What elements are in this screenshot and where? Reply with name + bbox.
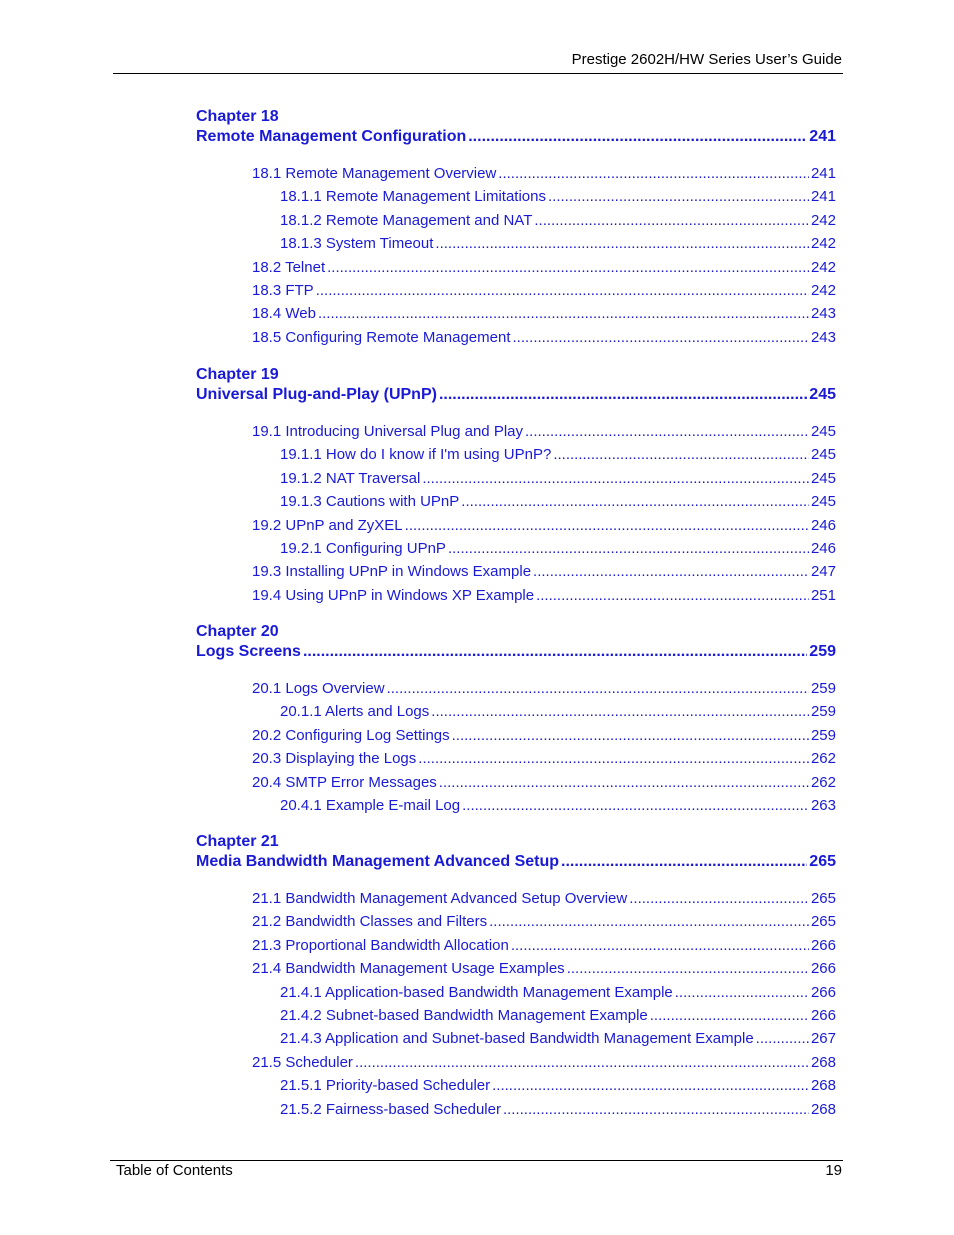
- dot-leader: [327, 259, 809, 276]
- footer-section: Table of Contents: [116, 1162, 233, 1179]
- entry-title: 21.5.2 Fairness-based Scheduler: [280, 1101, 501, 1118]
- entry-title: 18.3 FTP: [252, 282, 314, 299]
- entry-title: 18.1 Remote Management Overview: [252, 165, 497, 182]
- entry-page: 266: [810, 937, 836, 954]
- toc-section-link[interactable]: [252, 913, 836, 930]
- entry-page: 262: [810, 750, 836, 767]
- entry-title: 19.1.2 NAT Traversal: [280, 470, 421, 487]
- dot-leader: [303, 643, 807, 661]
- chapter-page: 245: [809, 386, 836, 403]
- dot-leader: [418, 750, 809, 767]
- entry-title: 21.5 Scheduler: [252, 1054, 353, 1071]
- dot-leader: [756, 1030, 809, 1047]
- dot-leader: [316, 282, 809, 299]
- entry-page: 242: [810, 235, 836, 252]
- entry-page: 268: [810, 1054, 836, 1071]
- dot-leader: [492, 1077, 809, 1094]
- toc-section-link[interactable]: [252, 282, 836, 299]
- dot-leader: [355, 1054, 809, 1071]
- entry-page: 266: [810, 960, 836, 977]
- chapter-title: Remote Management Configuration: [196, 128, 467, 145]
- entry-page: 241: [810, 165, 836, 182]
- chapter-title-link[interactable]: [196, 853, 836, 871]
- entry-page: 243: [810, 305, 836, 322]
- dot-leader: [461, 493, 809, 510]
- entry-title: 19.1 Introducing Universal Plug and Play: [252, 423, 523, 440]
- header-rule: [113, 73, 843, 74]
- entry-page: 266: [810, 1007, 836, 1024]
- running-header: Prestige 2602H/HW Series User’s Guide: [571, 51, 842, 68]
- entry-page: 259: [810, 703, 836, 720]
- entry-title: 18.1.3 System Timeout: [280, 235, 434, 252]
- toc-section-link[interactable]: [252, 563, 836, 580]
- chapter-number: Chapter 18: [196, 108, 279, 125]
- dot-leader: [387, 680, 809, 697]
- dot-leader: [553, 446, 809, 463]
- entry-page: 268: [810, 1101, 836, 1118]
- entry-page: 259: [810, 680, 836, 697]
- toc-section-link[interactable]: [252, 750, 836, 767]
- entry-page: 243: [810, 329, 836, 346]
- entry-title: 19.2.1 Configuring UPnP: [280, 540, 446, 557]
- dot-leader: [439, 386, 807, 404]
- toc-subsection-link[interactable]: [280, 1007, 836, 1024]
- chapter-title: Logs Screens: [196, 643, 301, 660]
- entry-title: 21.3 Proportional Bandwidth Allocation: [252, 937, 509, 954]
- toc-section-link[interactable]: [252, 680, 836, 697]
- toc-subsection-link[interactable]: [280, 1030, 836, 1047]
- dot-leader: [536, 587, 809, 604]
- entry-page: 263: [810, 797, 836, 814]
- toc-subsection-link[interactable]: [280, 188, 836, 205]
- dot-leader: [525, 423, 809, 440]
- dot-leader: [533, 563, 809, 580]
- toc-section-link[interactable]: [252, 259, 836, 276]
- entry-page: 251: [810, 587, 836, 604]
- chapter-page: 259: [809, 643, 836, 660]
- entry-page: 267: [810, 1030, 836, 1047]
- dot-leader: [462, 797, 809, 814]
- entry-title: 19.1.3 Cautions with UPnP: [280, 493, 460, 510]
- entry-title: 20.3 Displaying the Logs: [252, 750, 417, 767]
- toc-section-link[interactable]: [252, 890, 836, 907]
- entry-page: 259: [810, 727, 836, 744]
- dot-leader: [431, 703, 809, 720]
- toc-subsection-link[interactable]: [280, 235, 836, 252]
- dot-leader: [448, 540, 809, 557]
- toc-subsection-link[interactable]: [280, 540, 836, 557]
- dot-leader: [534, 212, 809, 229]
- entry-page: 242: [810, 282, 836, 299]
- entry-page: 268: [810, 1077, 836, 1094]
- chapter-number: Chapter 21: [196, 833, 279, 850]
- entry-title: 21.5.1 Priority-based Scheduler: [280, 1077, 491, 1094]
- dot-leader: [561, 853, 807, 871]
- entry-page: 246: [810, 517, 836, 534]
- dot-leader: [318, 305, 809, 322]
- entry-title: 21.4.3 Application and Subnet-based Bandwidth Management Example: [280, 1030, 754, 1047]
- entry-title: 20.1 Logs Overview: [252, 680, 385, 697]
- dot-leader: [452, 727, 809, 744]
- chapter-title-link[interactable]: [196, 643, 836, 661]
- dot-leader: [513, 329, 809, 346]
- entry-title: 19.1.1 How do I know if I'm using UPnP?: [280, 446, 552, 463]
- entry-title: 20.1.1 Alerts and Logs: [280, 703, 430, 720]
- entry-title: 21.4.2 Subnet-based Bandwidth Management Example: [280, 1007, 648, 1024]
- entry-title: 19.3 Installing UPnP in Windows Example: [252, 563, 532, 580]
- toc-section-link[interactable]: [252, 587, 836, 604]
- entry-title: 18.4 Web: [252, 305, 316, 322]
- chapter-title-link[interactable]: [196, 128, 836, 146]
- entry-page: 265: [810, 913, 836, 930]
- toc-subsection-link[interactable]: [280, 212, 836, 229]
- toc-section-link[interactable]: [252, 774, 836, 791]
- entry-title: 20.2 Configuring Log Settings: [252, 727, 450, 744]
- entry-page: 242: [810, 259, 836, 276]
- toc-section-link[interactable]: [252, 937, 836, 954]
- dot-leader: [498, 165, 809, 182]
- entry-title: 18.1.2 Remote Management and NAT: [280, 212, 533, 229]
- chapter-title: Media Bandwidth Management Advanced Setup: [196, 853, 560, 870]
- toc-section-link[interactable]: [252, 727, 836, 744]
- entry-page: 247: [810, 563, 836, 580]
- entry-title: 18.1.1 Remote Management Limitations: [280, 188, 546, 205]
- entry-page: 265: [810, 890, 836, 907]
- dot-leader: [468, 128, 807, 146]
- chapter-title: Universal Plug-and-Play (UPnP): [196, 386, 437, 403]
- chapter-number: Chapter 20: [196, 623, 279, 640]
- entry-page: 262: [810, 774, 836, 791]
- toc-subsection-link[interactable]: [280, 1101, 836, 1118]
- dot-leader: [629, 890, 809, 907]
- entry-title: 20.4 SMTP Error Messages: [252, 774, 437, 791]
- entry-title: 21.4 Bandwidth Management Usage Examples: [252, 960, 565, 977]
- chapter-page: 241: [809, 128, 836, 145]
- dot-leader: [503, 1101, 809, 1118]
- entry-title: 18.5 Configuring Remote Management: [252, 329, 511, 346]
- entry-page: 246: [810, 540, 836, 557]
- entry-page: 266: [810, 984, 836, 1001]
- dot-leader: [650, 1007, 809, 1024]
- entry-title: 21.4.1 Application-based Bandwidth Management Example: [280, 984, 673, 1001]
- dot-leader: [422, 470, 809, 487]
- toc-section-link[interactable]: [252, 329, 836, 346]
- toc-subsection-link[interactable]: [280, 493, 836, 510]
- chapter-number: Chapter 19: [196, 366, 279, 383]
- chapter-page: 265: [809, 853, 836, 870]
- dot-leader: [435, 235, 809, 252]
- toc-subsection-link[interactable]: [280, 797, 836, 814]
- entry-title: 19.4 Using UPnP in Windows XP Example: [252, 587, 535, 604]
- toc-section-link[interactable]: [252, 1054, 836, 1071]
- toc-section-link[interactable]: [252, 165, 836, 182]
- dot-leader: [567, 960, 809, 977]
- entry-title: 19.2 UPnP and ZyXEL: [252, 517, 403, 534]
- entry-page: 242: [810, 212, 836, 229]
- page-number: 19: [825, 1162, 842, 1179]
- entry-title: 21.1 Bandwidth Management Advanced Setup Overview: [252, 890, 628, 907]
- entry-page: 245: [810, 470, 836, 487]
- dot-leader: [511, 937, 809, 954]
- chapter-title-link[interactable]: [196, 386, 836, 404]
- entry-page: 245: [810, 423, 836, 440]
- entry-page: 245: [810, 446, 836, 463]
- toc-subsection-link[interactable]: [280, 470, 836, 487]
- toc-section-link[interactable]: [252, 305, 836, 322]
- entry-title: 18.2 Telnet: [252, 259, 326, 276]
- entry-page: 245: [810, 493, 836, 510]
- dot-leader: [548, 188, 809, 205]
- entry-title: 20.4.1 Example E-mail Log: [280, 797, 461, 814]
- toc-section-link[interactable]: [252, 517, 836, 534]
- dot-leader: [675, 984, 809, 1001]
- footer-rule: [110, 1160, 843, 1161]
- toc-subsection-link[interactable]: [280, 446, 836, 463]
- toc-subsection-link[interactable]: [280, 703, 836, 720]
- toc-section-link[interactable]: [252, 423, 836, 440]
- entry-page: 241: [810, 188, 836, 205]
- dot-leader: [439, 774, 809, 791]
- toc-section-link[interactable]: [252, 960, 836, 977]
- entry-title: 21.2 Bandwidth Classes and Filters: [252, 913, 488, 930]
- toc-subsection-link[interactable]: [280, 984, 836, 1001]
- dot-leader: [405, 517, 809, 534]
- dot-leader: [489, 913, 809, 930]
- toc-subsection-link[interactable]: [280, 1077, 836, 1094]
